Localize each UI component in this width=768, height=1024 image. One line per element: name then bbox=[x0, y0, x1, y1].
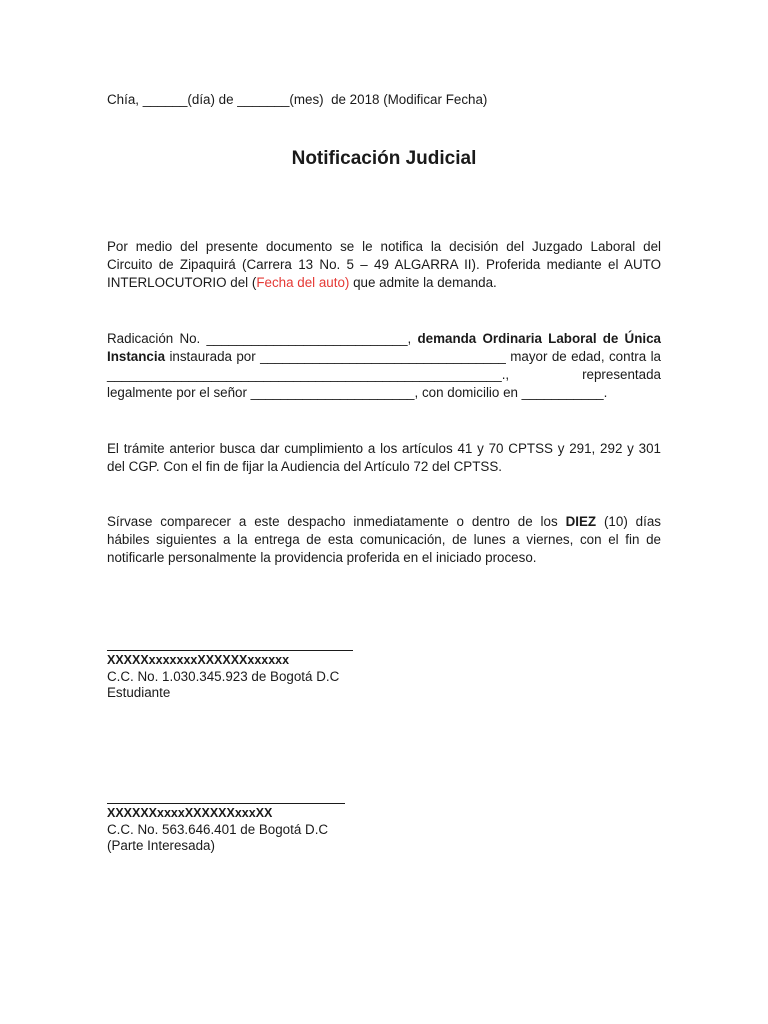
signature-role: Estudiante bbox=[107, 685, 171, 700]
text-segment-bold: Instancia bbox=[107, 349, 166, 364]
text-segment: Radicación No. ___________________________, bbox=[107, 331, 418, 346]
paragraph-line bbox=[107, 274, 497, 292]
text-segment: _____________________________________________________., bbox=[107, 367, 510, 382]
paragraph-line: del CGP. Con el fin de fijar la Audiencia del Artículo 72 del CPTSS. bbox=[107, 459, 502, 474]
date-line: Chía, ______(día) de _______(mes) de 2018 (Modificar Fecha) bbox=[107, 92, 488, 107]
paragraph-line: El trámite anterior busca dar cumplimiento a los artículos 41 y 70 CPTSS y 291, 292 y 301 bbox=[107, 441, 661, 456]
paragraph-line bbox=[107, 366, 661, 384]
date-placeholder-text: Fecha del auto) bbox=[256, 275, 350, 290]
text-segment: que admite la demanda. bbox=[349, 275, 497, 290]
paragraph-line: Por medio del presente documento se le notifica la decisión del Juzgado Laboral del bbox=[107, 239, 661, 254]
paragraph-line: hábiles siguientes a la entrega de esta comunicación, de lunes a viernes, con el fin de bbox=[107, 532, 661, 547]
text-segment: representada bbox=[582, 367, 661, 382]
paragraph-line bbox=[107, 348, 661, 366]
text-segment: instaurada por _________________________________ mayor de edad, contra la bbox=[165, 349, 661, 364]
text-segment-bold: DIEZ bbox=[565, 514, 597, 529]
paragraph-line bbox=[107, 513, 661, 531]
signature-id: C.C. No. 563.646.401 de Bogotá D.C bbox=[107, 822, 329, 837]
paragraph-line: Circuito de Zipaquirá (Carrera 13 No. 5 – 49 ALGARRA II). Proferida mediante el AUTO bbox=[107, 257, 661, 272]
signature-id: C.C. No. 1.030.345.923 de Bogotá D.C bbox=[107, 669, 340, 684]
paragraph-line: legalmente por el señor ______________________, con domicilio en ___________. bbox=[107, 385, 608, 400]
text-segment: (10) días bbox=[596, 514, 661, 529]
text-segment: Sírvase comparecer a este despacho inmediatamente o dentro de los bbox=[107, 514, 566, 529]
text-segment-bold: demanda Ordinaria Laboral de Única bbox=[417, 331, 662, 346]
page-title: Notificación Judicial bbox=[291, 148, 477, 169]
paragraph-line: notificarle personalmente la providencia proferida en el iniciado proceso. bbox=[107, 550, 537, 565]
paragraph-line bbox=[107, 330, 661, 348]
signature-name: XXXXXxxxxxxxXXXXXXxxxxxx bbox=[107, 653, 290, 667]
signature-name: XXXXXXxxxxXXXXXXxxxXX bbox=[107, 806, 273, 820]
signature-role: (Parte Interesada) bbox=[107, 838, 215, 853]
text-segment: INTERLOCUTORIO del ( bbox=[107, 275, 257, 290]
